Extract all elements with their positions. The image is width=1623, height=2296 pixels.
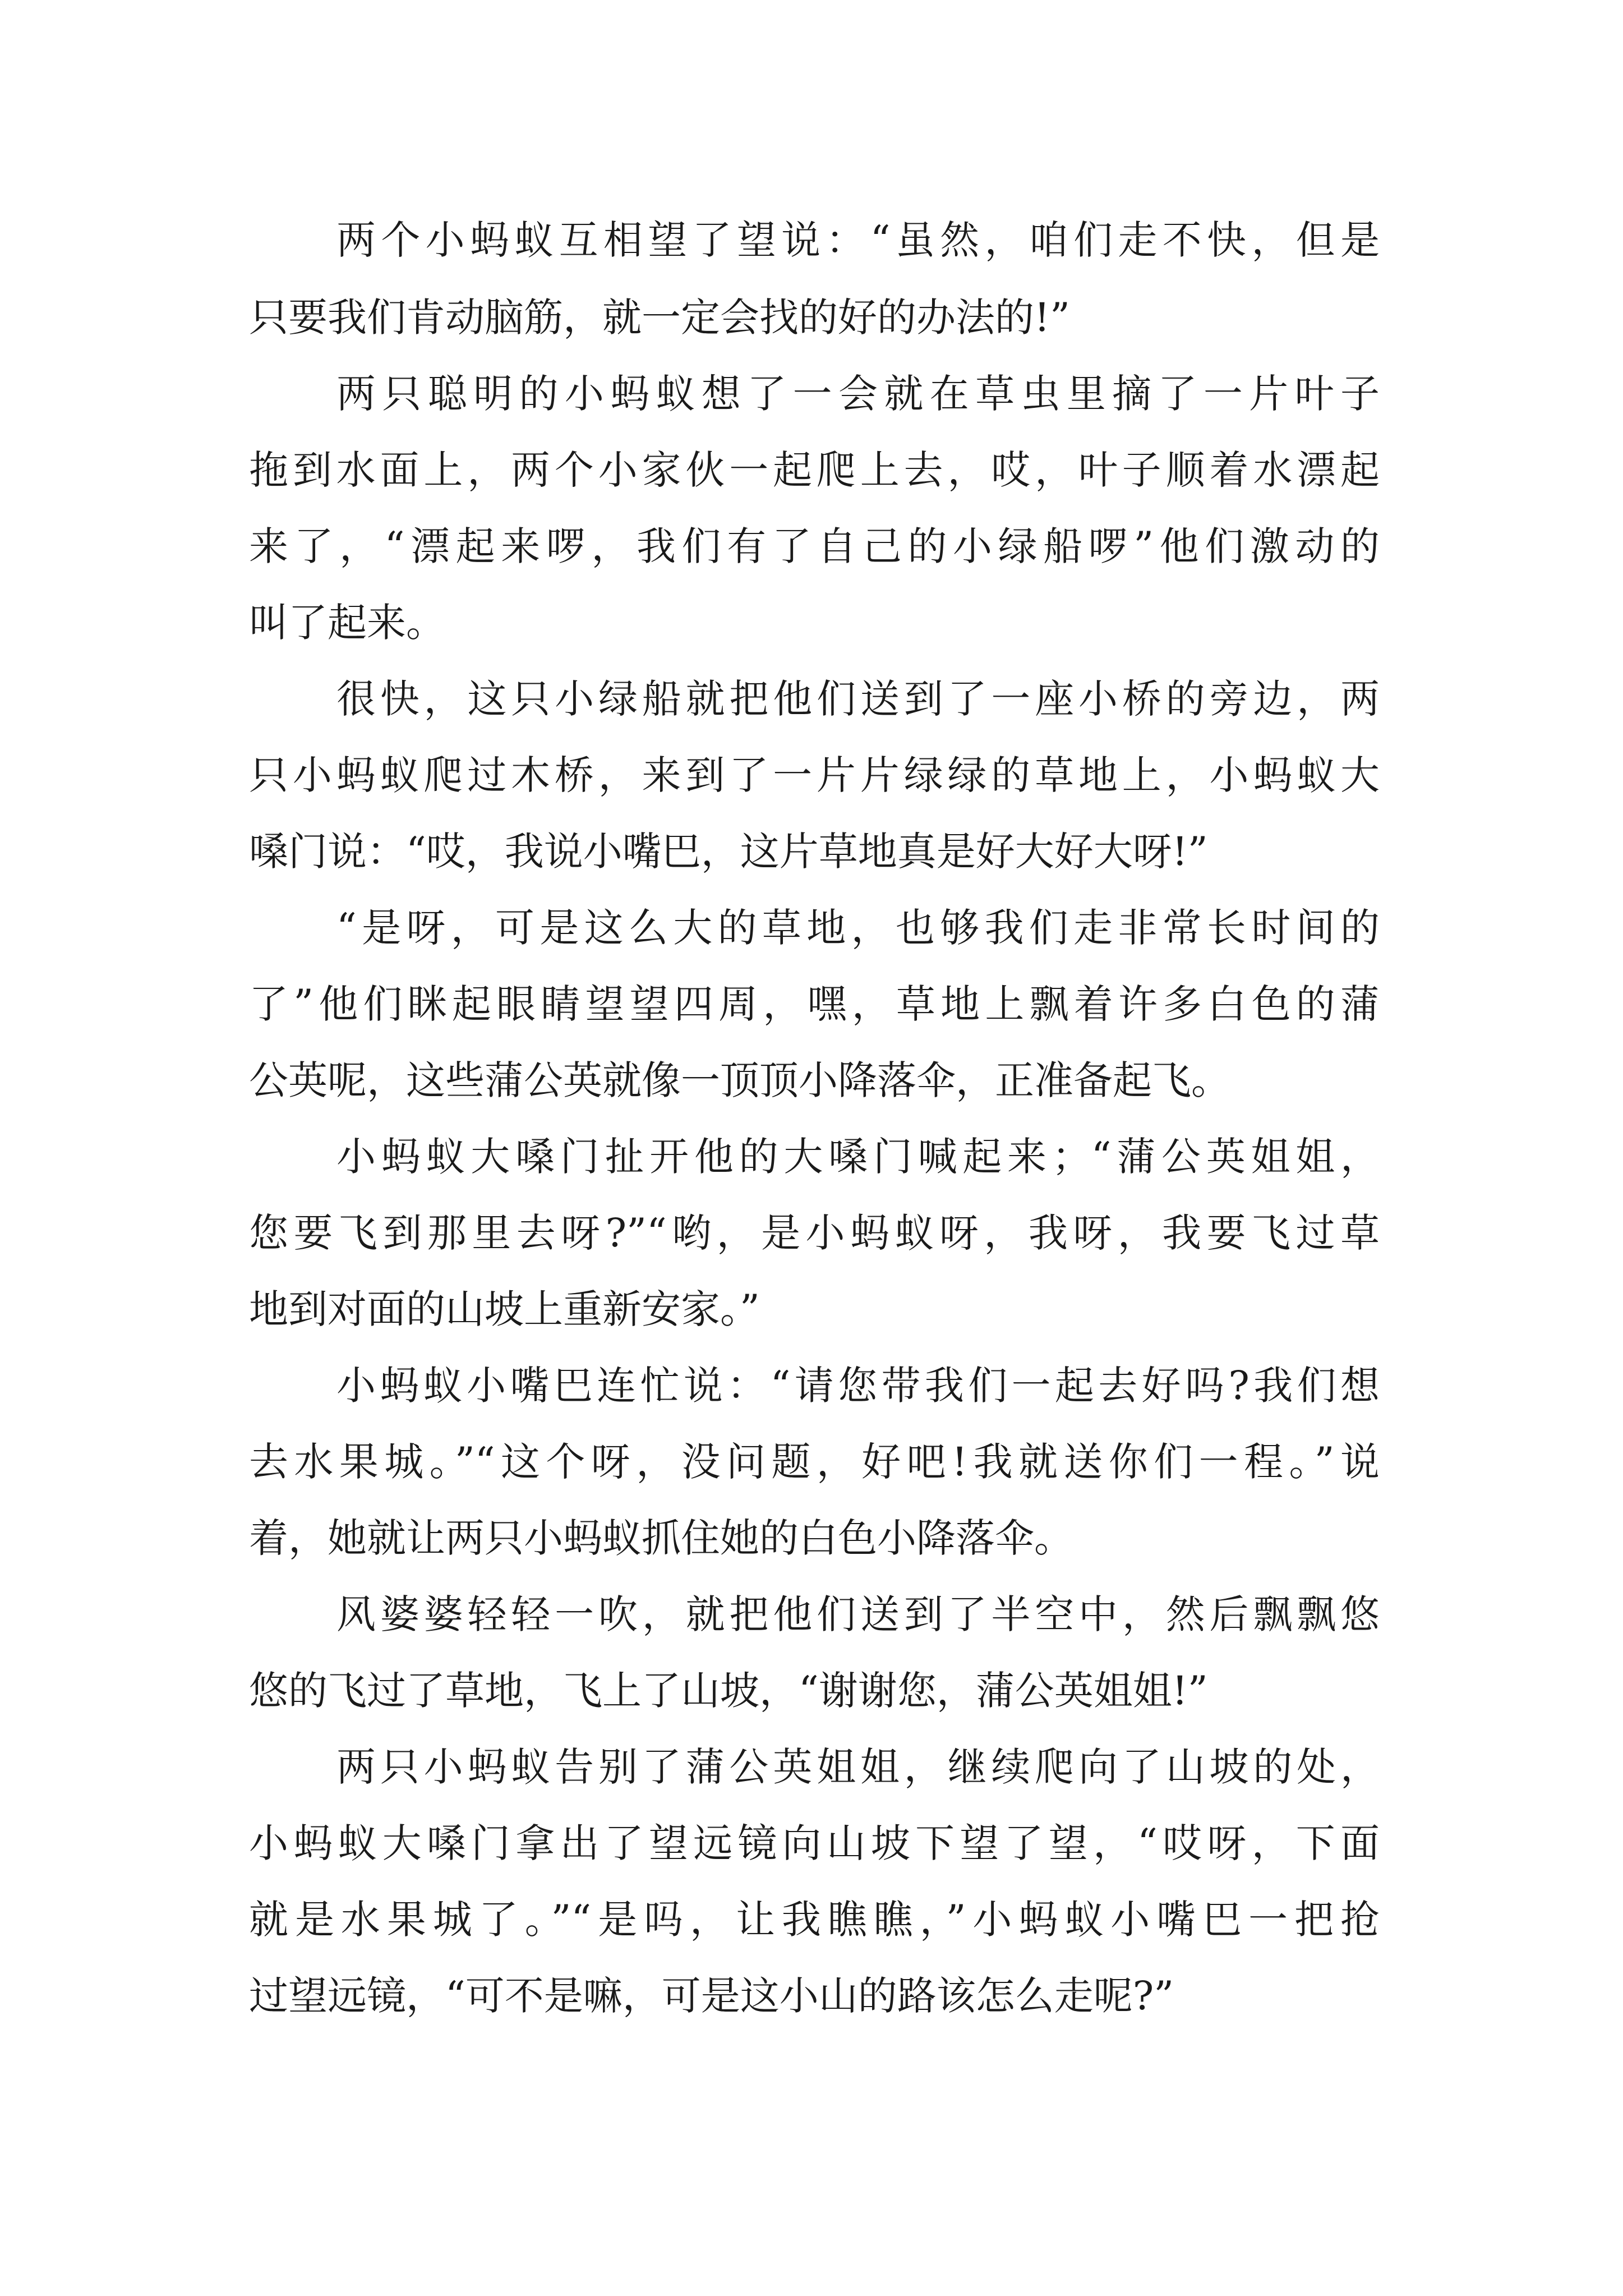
- text-line: 叫了起来。: [249, 600, 445, 646]
- text-line: 过望远镜，“可不是嘛，可是这小山的路该怎么走呢?”: [249, 1973, 1174, 2019]
- text-line: 着，她就让两只小蚂蚁抓住她的白色小降落伞。: [249, 1515, 1073, 1561]
- text-line: 小蚂蚁大嗓门拿出了望远镜向山坡下望了望，“哎呀，下面: [249, 1820, 1380, 1866]
- text-line: 去水果城。”“这个呀，没问题，好吧!我就送你们一程。”说: [249, 1439, 1380, 1485]
- text-line: 地到对面的山坡上重新安家。”: [249, 1286, 760, 1332]
- text-line: 只要我们肯动脑筋，就一定会找的好的办法的!”: [249, 295, 1070, 341]
- text-line: “是呀，可是这么大的草地，也够我们走非常长时间的: [336, 905, 1380, 951]
- text-line: 小蚂蚁大嗓门扯开他的大嗓门喊起来；“蒲公英姐姐，: [336, 1134, 1380, 1180]
- text-line: 两只小蚂蚁告别了蒲公英姐姐，继续爬向了山坡的处，: [336, 1744, 1380, 1790]
- text-line: 两只聪明的小蚂蚁想了一会就在草虫里摘了一片叶子: [336, 371, 1380, 417]
- text-line: 风婆婆轻轻一吹，就把他们送到了半空中，然后飘飘悠: [336, 1591, 1380, 1637]
- text-line: 两个小蚂蚁互相望了望说：“虽然，咱们走不快，但是: [336, 217, 1380, 263]
- text-line: 嗓门说：“哎，我说小嘴巴，这片草地真是好大好大呀!”: [249, 829, 1208, 875]
- text-line: 很快，这只小绿船就把他们送到了一座小桥的旁边，两: [336, 676, 1380, 722]
- text-line: 了”他们眯起眼睛望望四周，嘿，草地上飘着许多白色的蒲: [249, 981, 1380, 1027]
- text-line: 悠的飞过了草地，飞上了山坡，“谢谢您，蒲公英姐姐!”: [249, 1668, 1208, 1714]
- text-line: 小蚂蚁小嘴巴连忙说：“请您带我们一起去好吗?我们想: [336, 1363, 1380, 1409]
- text-line: 来了，“漂起来啰，我们有了自己的小绿船啰”他们激动的: [249, 523, 1380, 569]
- text-line: 只小蚂蚁爬过木桥，来到了一片片绿绿的草地上，小蚂蚁大: [249, 752, 1380, 798]
- text-line: 公英呢，这些蒲公英就像一顶顶小降落伞，正准备起飞。: [249, 1057, 1230, 1103]
- text-line: 您要飞到那里去呀?”“哟，是小蚂蚁呀，我呀，我要飞过草: [249, 1210, 1380, 1256]
- text-line: 就是水果城了。”“是吗，让我瞧瞧，”小蚂蚁小嘴巴一把抢: [249, 1897, 1380, 1943]
- text-line: 拖到水面上，两个小家伙一起爬上去，哎，叶子顺着水漂起: [249, 447, 1380, 493]
